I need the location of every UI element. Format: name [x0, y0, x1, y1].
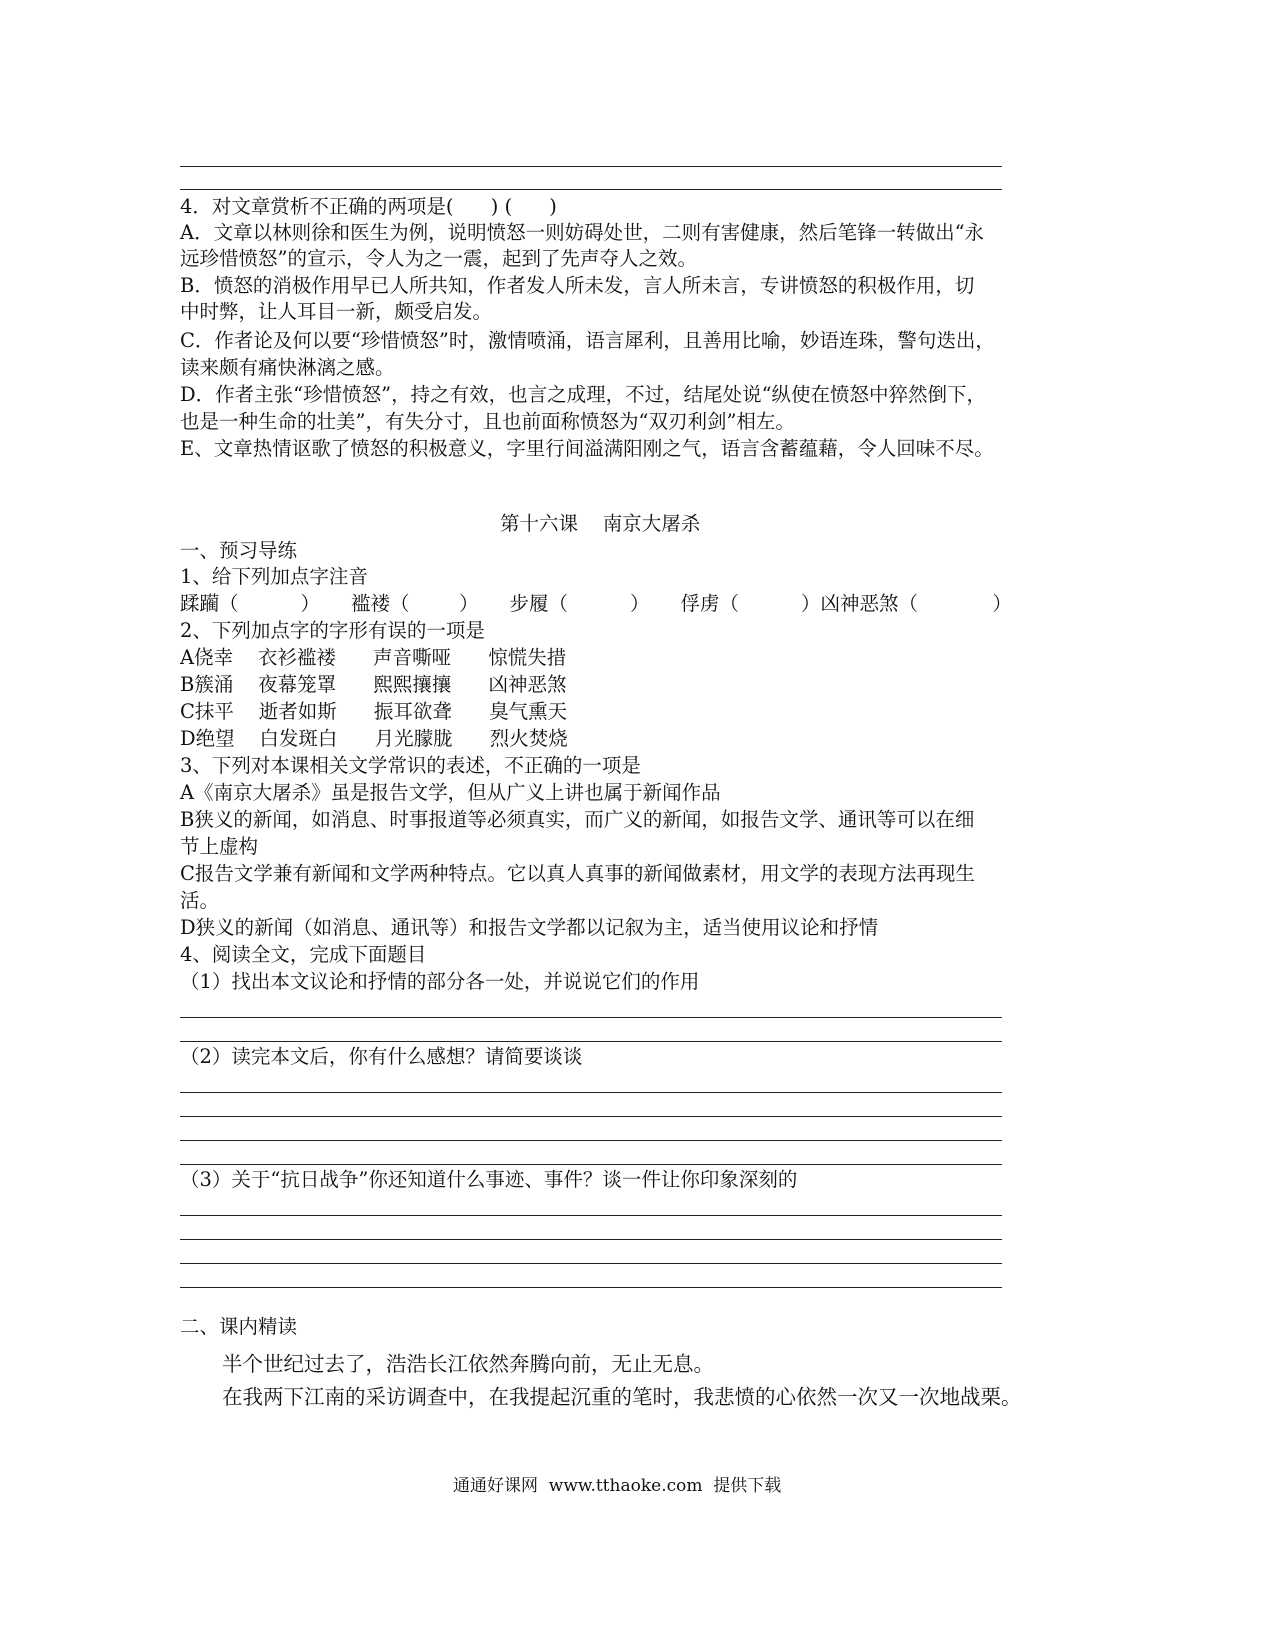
option-d-line-2: 也是一种生命的壮美”，有失分寸，且也前面称愤怒为“双刃利剑”相左。: [180, 410, 795, 433]
part-2-heading: 二、课内精读: [180, 1315, 298, 1338]
answer-line: [180, 1287, 1002, 1288]
option-b-line-1: B．愤怒的消极作用早已人所共知，作者发人所未发，言人所未言，专讲愤怒的积极作用，切: [180, 274, 975, 297]
answer-line: [180, 1239, 1002, 1240]
option-a-line-1: A．文章以林则徐和医生为例，说明愤怒一则妨碍处世，二则有害健康，然后笔锋一转做出“永: [180, 221, 985, 244]
answer-line: [180, 1041, 1002, 1042]
answer-line: [180, 1140, 1002, 1141]
option-c-line-2: 读来颇有痛快淋漓之感。: [180, 356, 395, 379]
q3-option-c-line-1: C报告文学兼有新闻和文学两种特点。它以真人真事的新闻做素材，用文学的表现方法再现生: [180, 862, 975, 885]
q1-items: 蹂躏（ ） 褴褛（ ） 步履（ ） 俘虏（ ）凶神恶煞（ ）: [180, 592, 1012, 615]
part-1-heading: 一、预习导练: [180, 539, 298, 562]
answer-line: [180, 1215, 1002, 1216]
reading-paragraph-1: 半个世纪过去了，浩浩长江依然奔腾向前，无止无息。: [222, 1352, 714, 1376]
q4-sub-1: （1）找出本文议论和抒情的部分各一处，并说说它们的作用: [180, 970, 700, 993]
q2-option-b: B簇涌 夜幕笼罩 熙熙攘攘 凶神恶煞: [180, 673, 567, 696]
q3-stem: 3、下列对本课相关文学常识的表述，不正确的一项是: [180, 754, 641, 777]
answer-line: [180, 189, 1002, 190]
option-c-line-1: C．作者论及何以要“珍惜愤怒”时，激情喷涌，语言犀利，且善用比喻，妙语连珠，警句迭出，: [180, 329, 995, 352]
q2-option-a: A侥幸 衣衫褴褛 声音嘶哑 惊慌失措: [180, 646, 567, 669]
q3-option-c-line-2: 活。: [180, 889, 220, 912]
answer-line: [180, 1092, 1002, 1093]
question-4-stem: 4．对文章赏析不正确的两项是( ) ( ): [180, 195, 557, 218]
answer-line: [180, 1017, 1002, 1018]
answer-line: [180, 1164, 1002, 1165]
option-d-line-1: D．作者主张“珍惜愤怒”，持之有效，也言之成理，不过，结尾处说“纵使在愤怒中猝然倒下，: [180, 383, 987, 406]
q1-stem: 1、给下列加点字注音: [180, 565, 368, 588]
reading-paragraph-2: 在我两下江南的采访调查中，在我提起沉重的笔时，我悲愤的心依然一次又一次地战栗。: [222, 1385, 1022, 1409]
q3-option-b-line-2: 节上虚构: [180, 835, 259, 858]
answer-line: [180, 1116, 1002, 1117]
q3-option-a: A《南京大屠杀》虽是报告文学，但从广义上讲也属于新闻作品: [180, 781, 721, 804]
q4-stem: 4、阅读全文，完成下面题目: [180, 943, 427, 966]
q3-option-d: D狭义的新闻（如消息、通讯等）和报告文学都以记叙为主，适当使用议论和抒情: [180, 916, 879, 939]
option-e: E、文章热情讴歌了愤怒的积极意义，字里行间溢满阳刚之气，语言含蓄蕴藉，令人回味不尽。: [180, 437, 994, 460]
q4-sub-2: （2）读完本文后，你有什么感想？请简要谈谈: [180, 1045, 583, 1068]
q2-stem: 2、下列加点字的字形有误的一项是: [180, 619, 485, 642]
page-footer: 通通好课网 www.tthaoke.com 提供下载: [453, 1476, 782, 1496]
q2-option-c: C抹平 逝者如斯 振耳欲聋 臭气熏天: [180, 700, 568, 723]
answer-line: [180, 166, 1002, 167]
option-b-line-2: 中时弊，让人耳目一新，颇受启发。: [180, 300, 493, 323]
q4-sub-3: （3）关于“抗日战争”你还知道什么事迹、事件？谈一件让你印象深刻的: [180, 1168, 798, 1191]
q3-option-b-line-1: B狭义的新闻，如消息、时事报道等必须真实，而广义的新闻，如报告文学、通讯等可以在细: [180, 808, 975, 831]
option-a-line-2: 远珍惜愤怒”的宣示，令人为之一震，起到了先声夺人之效。: [180, 247, 697, 270]
q2-option-d: D绝望 白发斑白 月光朦胧 烈火焚烧: [180, 727, 568, 750]
lesson-title: 第十六课 南京大屠杀: [500, 512, 701, 535]
answer-line: [180, 1263, 1002, 1264]
